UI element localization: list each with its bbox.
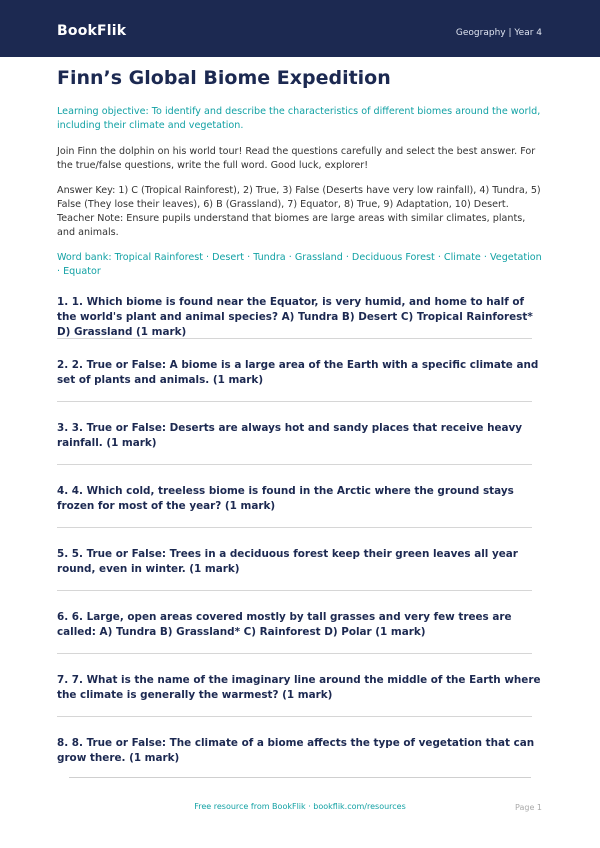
page-title: Finn’s Global Biome Expedition [57, 67, 391, 89]
question-item [57, 736, 545, 799]
worksheet-content [57, 64, 545, 799]
intro-text: Join Finn the dolphin on his world tour! Read the questions carefully and select the best answer. For the true/false questions, write the full word. Good luck, explorer! [57, 146, 536, 171]
question-text: 1. 1. Which biome is found near the Equator, is very humid, and home to half of the world's plant and animal species? A) Tundra B) Desert C) Tropical Rainforest* D) Grassland (1 mark) [57, 296, 533, 338]
word-bank: Word bank: Tropical Rainforest · Desert · Tundra · Grassland · Deciduous Forest · Climate · Vegetation · Equator [57, 252, 542, 277]
question-text: 3. 3. True or False: Deserts are always hot and sandy places that receive heavy rainfall. (1 mark) [57, 422, 523, 449]
question-item [57, 295, 545, 358]
question-item [57, 421, 545, 484]
footer-link[interactable]: Free resource from BookFlik · bookflik.com/resources [194, 802, 406, 811]
question-text: 2. 2. True or False: A biome is a large area of the Earth with a specific climate and set of plants and animals. (1 mark) [57, 359, 539, 386]
question-list [57, 295, 545, 799]
learning-objective: Learning objective: To identify and describe the characteristics of different biomes around the world, including their climate and vegetation. [57, 106, 541, 131]
question-item [57, 358, 545, 421]
answer-line[interactable] [57, 590, 532, 591]
question-text: 7. 7. What is the name of the imaginary line around the middle of the Earth where the climate is generally the warmest? (1 mark) [57, 674, 541, 701]
subject-label: Geography | Year 4 [455, 28, 542, 38]
footer-divider [69, 777, 531, 778]
question-item [57, 547, 545, 610]
question-text: 5. 5. True or False: Trees in a deciduous forest keep their green leaves all year round, even in winter. (1 mark) [57, 548, 518, 575]
answer-line[interactable] [57, 401, 532, 402]
question-text: 8. 8. True or False: The climate of a biome affects the type of vegetation that can grow there. (1 mark) [57, 737, 535, 764]
brand-logo[interactable]: BookFlik [57, 23, 127, 39]
answer-line[interactable] [57, 653, 532, 654]
question-text: 6. 6. Large, open areas covered mostly by tall grasses and very few trees are called: A) Tundra B) Grassland* C) Rainforest D) Polar (1 mark) [57, 611, 512, 638]
answer-line[interactable] [57, 527, 532, 528]
question-item [57, 484, 545, 547]
question-item [57, 610, 545, 673]
question-text: 4. 4. Which cold, treeless biome is found in the Arctic where the ground stays frozen for most of the year? (1 mark) [57, 485, 514, 512]
page-header [0, 0, 600, 57]
question-item [57, 673, 545, 736]
page-number: Page 1 [515, 803, 542, 812]
answer-line[interactable] [57, 716, 532, 717]
answer-key: Answer Key: 1) C (Tropical Rainforest), 2) True, 3) False (Deserts have very low rainfall), 4) Tundra, 5) False (They lose their leaves), 6) B (Grassland), 7) Equator, 8) True, 9) Adaptation, 10) Desert. Teacher Note: Ensure pupils understand that biomes are large areas with similar climates, plants, and animals. [57, 185, 541, 238]
answer-line[interactable] [57, 464, 532, 465]
